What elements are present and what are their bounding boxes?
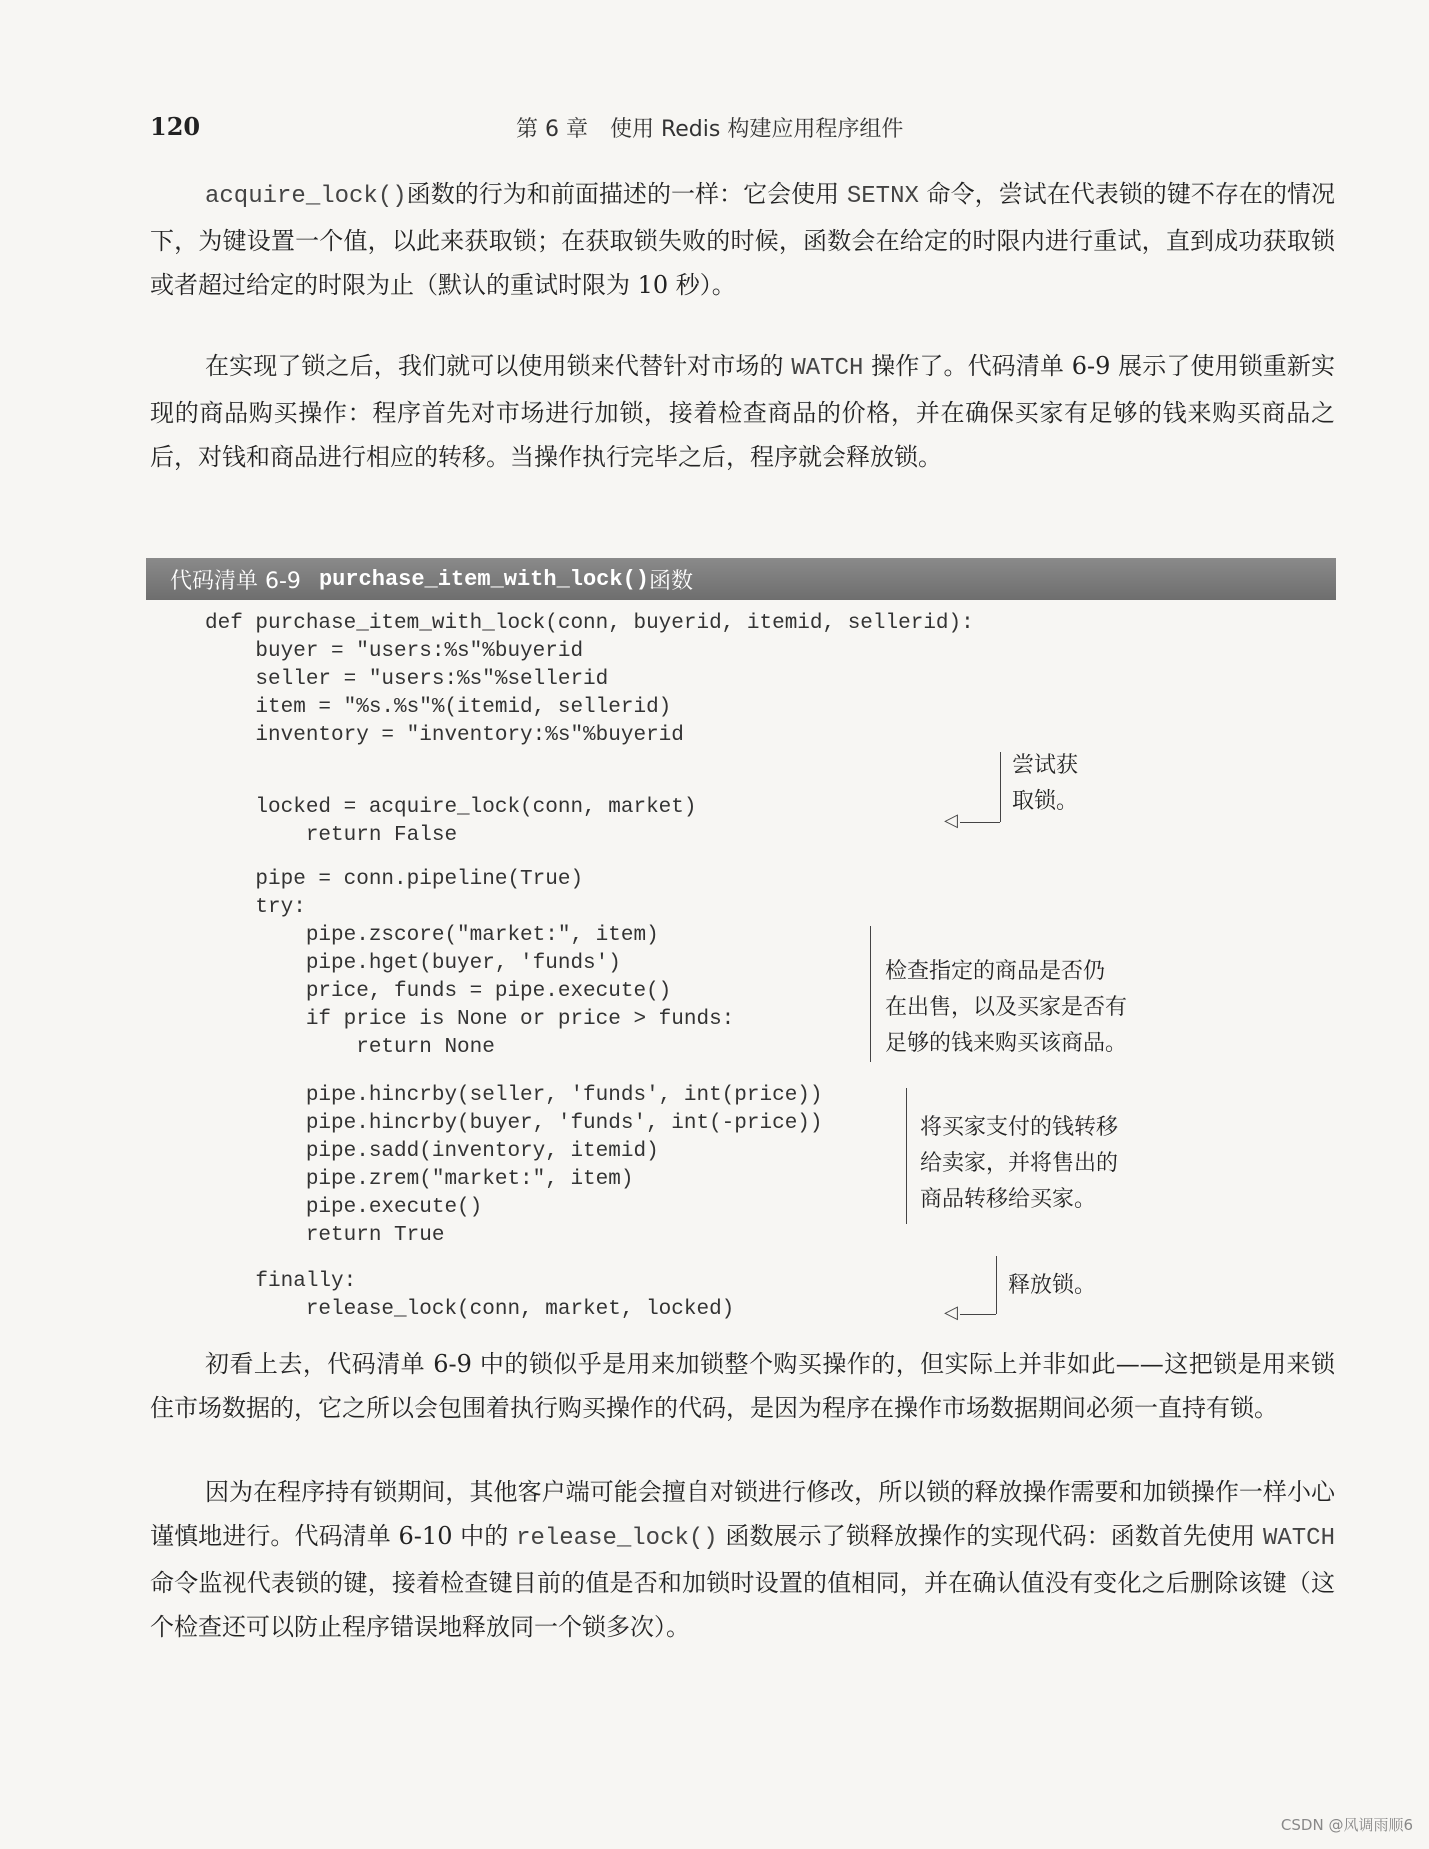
code-line: buyer = "users:%s"%buyerid (205, 640, 584, 663)
code-line: if price is None or price > funds: (205, 1008, 735, 1031)
code-line: price, funds = pipe.execute() (205, 980, 672, 1003)
paragraph-2 (150, 344, 1335, 479)
code-line: pipe = conn.pipeline(True) (205, 868, 584, 891)
code-line: pipe.zscore("market:", item) (205, 924, 659, 947)
inline-code: acquire_lock() (205, 183, 407, 210)
listing-title-bar (146, 558, 1336, 600)
code-line: return None (205, 1036, 495, 1059)
code-line: pipe.zrem("market:", item) (205, 1168, 634, 1191)
annotation-check-item: 检查指定的商品是否仍 在出售，以及买家是否有 足够的钱来购买该商品。 (885, 959, 1128, 1056)
paragraph-3 (150, 1342, 1335, 1430)
annotation-arrow-head: ◁ (944, 1302, 958, 1323)
code-line: pipe.execute() (205, 1196, 483, 1219)
code-line: return False (205, 824, 458, 847)
annotation-acquire-lock: 尝试获 取锁。 (1012, 753, 1079, 814)
paragraph-4 (150, 1470, 1335, 1649)
code-line: pipe.sadd(inventory, itemid) (205, 1140, 659, 1163)
annotation-arrow-line (960, 1314, 996, 1315)
code-line: release_lock(conn, market, locked) (205, 1298, 735, 1321)
page-number: 120 (150, 112, 201, 141)
code-line: return True (205, 1224, 445, 1247)
watermark: CSDN @风调雨顺6 (1280, 1816, 1413, 1834)
listing-label: 代码清单 6-9 (170, 568, 301, 594)
chapter-header: 第 6 章 使用 Redis 构建应用程序组件 (516, 117, 904, 142)
annotation-bracket (996, 1256, 997, 1314)
code-line: finally: (205, 1270, 357, 1293)
inline-code: SETNX (846, 183, 919, 210)
text: 在实现了锁之后，我们就可以使用锁来代替针对市场的 (205, 352, 784, 380)
annotation-transfer: 将买家支付的钱转移 给卖家，并将售出的 商品转移给买家。 (920, 1115, 1119, 1212)
text: 函数的行为和前面描述的一样：它会使用 (406, 180, 840, 208)
inline-code: WATCH (791, 355, 864, 382)
code-line: inventory = "inventory:%s"%buyerid (205, 724, 684, 747)
code-line: pipe.hget(buyer, 'funds') (205, 952, 621, 975)
code-line: pipe.hincrby(buyer, 'funds', int(-price)) (205, 1112, 823, 1135)
text: 命令监视代表锁的键，接着检查键目前的值是否和加锁时设置的值相同，并在确认值没有变化之后删除该键（这个检查还可以防止程序错误地释放同一个锁多次）。 (150, 1569, 1335, 1641)
code-line: def purchase_item_with_lock(conn, buyerid, itemid, sellerid): (205, 612, 974, 635)
inline-code: WATCH (1262, 1525, 1335, 1552)
code-line: item = "%s.%s"%(itemid, sellerid) (205, 696, 672, 719)
annotation-arrow-head: ◁ (944, 810, 958, 831)
annotation-arrow-line (960, 822, 1000, 823)
annotation-bracket (906, 1088, 907, 1224)
annotation-release-lock: 释放锁。 (1008, 1273, 1097, 1298)
listing-function-name: purchase_item_with_lock() (318, 566, 649, 592)
code-line: try: (205, 896, 306, 919)
text: 因为在程序持有锁期间，其他客户端可能会擅自对锁进行修改，所以锁的释放操作需要和加锁操作一样小心谨慎地进行。代码清单 6-10 中的 (150, 1478, 1335, 1550)
code-line: seller = "users:%s"%sellerid (205, 668, 609, 691)
annotation-bracket (1000, 752, 1001, 822)
text: 操作了。代码清单 6-9 展示了使用锁重新实现的商品购买操作：程序首先对市场进行加锁，接着检查商品的价格，并在确保买家有足够的钱来购买商品之后，对钱和商品进行相应的转移。当操作执行完毕之后，程序就会释放锁。 (150, 352, 1336, 471)
text: 函数展示了锁释放操作的实现代码：函数首先使用 (725, 1522, 1256, 1550)
text: 初看上去，代码清单 6-9 中的锁似乎是用来加锁整个购买操作的，但实际上并非如此——这把锁是用来锁住市场数据的，它之所以会包围着执行购买操作的代码，是因为程序在操作市场数据期间必须一直持有锁。 (150, 1350, 1335, 1422)
code-line: locked = acquire_lock(conn, market) (205, 796, 697, 819)
inline-code: release_lock() (516, 1525, 718, 1552)
code-line: pipe.hincrby(seller, 'funds', int(price)) (205, 1084, 823, 1107)
listing-suffix: 函数 (649, 568, 694, 594)
annotation-bracket (870, 926, 871, 1062)
text: 命令，尝试在代表锁的键不存在的情况下，为键设置一个值，以此来获取锁；在获取锁失败的时候，函数会在给定的时限内进行重试，直到成功获取锁或者超过给定的时限为止（默认的重试时限为 10 秒）。 (150, 180, 1336, 299)
paragraph-1 (150, 172, 1335, 307)
